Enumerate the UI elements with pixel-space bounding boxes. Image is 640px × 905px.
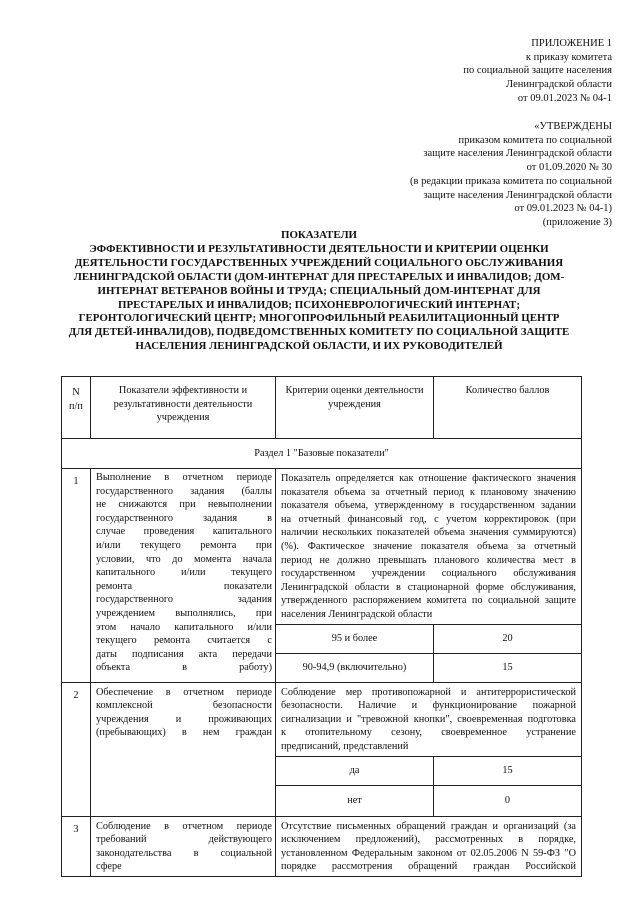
approval-line: (приложение 3) (542, 216, 612, 228)
document-title (62, 229, 576, 354)
title-line: ИНТЕРНАТ ВЕТЕРАНОВ ВОЙНЫ И ТРУДА; СПЕЦИАЛЬНЫЙ ДОМ-ИНТЕРНАТ ДЛЯ (97, 284, 541, 297)
header-points (434, 377, 582, 439)
criteria-line: исключением предложений), рассмотренных в порядке, (281, 834, 576, 846)
approval-block (410, 120, 612, 230)
indicator-line: Обеспечение в отчетном периоде (96, 686, 272, 698)
indicator-line: комплексной безопасности (96, 700, 272, 712)
row-criteria (276, 816, 582, 876)
row-indicator (91, 682, 276, 816)
criteria-line: Отсутствие письменных обращений граждан и организаций (за (281, 820, 576, 832)
indicator-line: государственного задания в (96, 512, 272, 524)
title-line: ПРЕСТАРЕЛЫХ И ИНВАЛИДОВ; ПСИХОНЕВРОЛОГИЧЕСКИЙ ИНТЕРНАТ; (118, 298, 520, 311)
approval-line: защите населения Ленинградской области (423, 189, 612, 201)
criteria-line: к отопительному сезону, своевременное устранение (281, 727, 576, 739)
indicator-line: этом начало капитального и/или (96, 621, 272, 633)
title-line: ЛЕНИНГРАДСКОЙ ОБЛАСТИ (ДОМ-ИНТЕРНАТ ДЛЯ ПРЕСТАРЕЛЫХ И ИНВАЛИДОВ; ДОМ- (73, 270, 565, 283)
score-label: 90-94,9 (включительно) (276, 653, 434, 682)
indicator-line: Соблюдение в отчетном периоде (96, 820, 272, 832)
approval-line: от 09.01.2023 № 04-1) (514, 203, 612, 215)
indicator-line: текущего ремонта считается с (96, 635, 272, 647)
indicator-line: учреждением выполнялись, при (96, 607, 272, 619)
indicator-line: учреждения и проживающих (96, 713, 272, 725)
appendix-line: по социальной защите населения (463, 65, 612, 77)
criteria-line: безопасности. Наличие и функционирование пожарной (281, 700, 576, 712)
row-criteria (276, 682, 582, 756)
header-points-line: Количество баллов (465, 385, 550, 396)
approval-line: (в редакции приказа комитета по социальной (409, 175, 612, 187)
indicator-line: не снижаются при невыполнении (96, 499, 272, 511)
table-row (62, 682, 582, 756)
indicator-line: объекта в работу) (96, 662, 272, 674)
score-value: 15 (434, 756, 582, 785)
indicator-line: капитального и/или текущего (96, 567, 272, 579)
header-criteria-line: учреждения (328, 398, 381, 410)
criteria-line: показателя объема, утвержденному в государственном задании (281, 500, 576, 512)
criteria-line: на отчетный финансовый год, с учетом корректировок (при (281, 513, 576, 525)
header-criteria (276, 377, 434, 439)
indicator-line: даты подписания акта передачи (96, 648, 272, 660)
row-number: 3 (62, 816, 91, 876)
approval-line: защите населения Ленинградской области (423, 148, 612, 160)
criteria-line: (%). Фактическое значение показателя объема за отчетный (281, 540, 576, 552)
criteria-line: сигнализации и "тревожной кнопки", своевременная подготовка (281, 713, 576, 725)
row-criteria (276, 469, 582, 625)
title-line: ГЕРОНТОЛОГИЧЕСКИЙ ЦЕНТР; МНОГОПРОФИЛЬНЫЙ РЕАБИЛИТАЦИОННЫЙ ЦЕНТР (78, 312, 560, 325)
indicator-line: случае проведения капитального (96, 526, 272, 538)
section-row (62, 439, 582, 469)
indicator-line: Выполнение в отчетном периоде (96, 472, 272, 483)
criteria-line: Показатель определяется как отношение фактического значения (281, 473, 576, 484)
row-number: 1 (62, 469, 91, 683)
appendix-line: ПРИЛОЖЕНИЕ 1 (531, 38, 612, 49)
row-indicator (91, 469, 276, 683)
header-number-line: п/п (69, 400, 83, 412)
approval-line: приказом комитета по социальной (458, 134, 612, 146)
table-header-row (62, 377, 582, 439)
criteria-line: Соблюдение мер противопожарной и антитеррористической (281, 686, 576, 698)
section-title: Раздел 1 "Базовые показатели" (62, 439, 582, 469)
score-label: нет (276, 785, 434, 816)
indicator-line: законодательства в социальной (96, 847, 272, 859)
appendix-line: Ленинградской области (506, 79, 612, 91)
title-line: ПОКАЗАТЕЛИ (280, 229, 358, 241)
indicator-line: ремонта показатели (96, 580, 272, 592)
criteria-line: предписаний, представлений (281, 740, 409, 752)
appendix-line: от 09.01.2023 № 04-1 (517, 92, 612, 104)
appendix-block (463, 37, 612, 106)
indicator-line: государственного задания (96, 594, 272, 606)
score-label: да (276, 756, 434, 785)
approval-line: «УТВЕРЖДЕНЫ (534, 121, 612, 132)
criteria-line: населения Ленинградской области (281, 608, 433, 620)
header-indicator-line: результативности деятельности (113, 398, 253, 410)
row-number: 2 (62, 682, 91, 816)
indicator-line: требований действующего (96, 834, 272, 846)
criteria-line: утвержденного распоряжением комитета по социальной защите (281, 595, 576, 607)
criteria-line: государственном учреждении социального обслуживания (281, 568, 576, 580)
score-label: 95 и более (276, 624, 434, 653)
criteria-line: наличии нескольких показателей объема значения суммируются) (281, 527, 576, 539)
table-row (62, 469, 582, 625)
title-line: НАСЕЛЕНИЯ ЛЕНИНГРАДСКОЙ ОБЛАСТИ, И ИХ РУКОВОДИТЕЛЕЙ (135, 340, 503, 353)
title-line: ДЛЯ ДЕТЕЙ-ИНВАЛИДОВ), ПОДВЕДОМСТВЕННЫХ КОМИТЕТУ ПО СОЦИАЛЬНОЙ ЗАЩИТЕ (68, 326, 570, 339)
appendix-line: к приказу комитета (525, 51, 612, 63)
indicators-table (61, 376, 582, 877)
indicator-line: (пребывающих) в нем граждан (96, 727, 272, 739)
indicator-line: государственного задания (баллы (96, 485, 272, 497)
criteria-line: показателя объема за отчетный период к плановому значению (281, 486, 576, 498)
header-indicator-line: учреждения (156, 412, 210, 424)
criteria-line: установленном Федеральным законом от 02.05.2006 N 59-ФЗ "О (281, 847, 576, 859)
indicator-line: и/или текущего ремонта при (96, 539, 272, 551)
criteria-line: Ленинградской области в стационарной форме обслуживания, (281, 581, 576, 593)
table-row (62, 816, 582, 876)
header-indicator (91, 377, 276, 439)
criteria-line: порядке рассмотрения обращений граждан Российской (281, 861, 576, 873)
score-value: 0 (434, 785, 582, 816)
criteria-line: период не должно превышать планового количества мест в (281, 554, 576, 566)
header-indicator-line: Показатели эффективности и (118, 385, 248, 396)
header-number (62, 377, 91, 439)
title-line: ДЕЯТЕЛЬНОСТИ ГОСУДАРСТВЕННЫХ УЧРЕЖДЕНИЙ СОЦИАЛЬНОГО ОБСЛУЖИВАНИЯ (74, 256, 564, 269)
indicator-line: условии, что до момента начала (96, 553, 272, 565)
score-value: 20 (434, 624, 582, 653)
header-criteria-line: Критерии оценки деятельности (285, 385, 424, 396)
title-line: ЭФФЕКТИВНОСТИ И РЕЗУЛЬТАТИВНОСТИ ДЕЯТЕЛЬНОСТИ И КРИТЕРИИ ОЦЕНКИ (89, 242, 549, 255)
approval-line: от 01.09.2020 № 30 (526, 162, 612, 174)
header-number-line: N (72, 387, 80, 398)
score-value: 15 (434, 653, 582, 682)
indicator-line: сфере (96, 861, 122, 873)
row-indicator (91, 816, 276, 876)
